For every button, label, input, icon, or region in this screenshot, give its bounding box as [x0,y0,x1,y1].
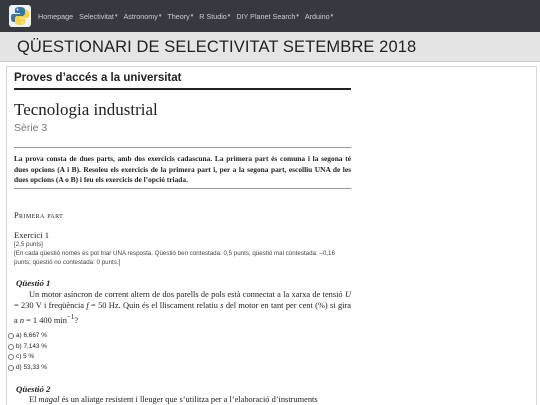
page-title-bar [0,32,540,62]
nav-rstudio-dropdown[interactable] [199,12,230,21]
nav-label: Theory [167,11,190,21]
answer-option-c[interactable] [8,353,34,360]
python-logo-icon[interactable] [9,5,31,27]
exercise-title: Exercici 1 [14,230,50,240]
nav-label: Selectivitat [79,11,114,21]
nav-diy-planet-search-dropdown[interactable] [236,12,299,21]
nav-astronomy-dropdown[interactable] [123,12,161,21]
caret-down-icon: ▾ [190,13,194,19]
exam-card [6,66,537,405]
nav-label: Astronomy [123,11,158,21]
option-label: d) 53,33 % [16,364,47,371]
part-title: Primera part [14,211,64,220]
answer-option-b[interactable] [8,343,47,350]
question-2-body: El magal és un aliatge resistent i lleuger que s’utilitza per a l’elaboració d’instruments [29,395,318,404]
radio-button[interactable] [8,365,14,371]
option-label: b) 7,143 % [16,343,47,350]
radio-button[interactable] [8,333,14,339]
radio-button[interactable] [8,354,14,360]
nav-label: DIY Planet Search [236,11,296,21]
caret-down-icon: ▾ [227,13,231,19]
top-navbar [0,0,540,32]
question-1-body: Un motor asíncron de corrent altern de dos parells de pols està connectat a la xarxa de tensió U = 230 V i freqüència f = 50 Hz. Quin és el lliscament relatiu s del motor en tant per cent (%) si gira a n = 1 400 $\min^{-1}$? [14,290,351,325]
instructions-text: [En cada qüestió només és pot triar UNA resposta. Qüestió ben contestada: 0,5 punts; qüestió mal contestada: –0,16 punts; qüestió no contestada: 0 punts.] [14,250,335,266]
divider [14,188,351,189]
divider [14,147,351,148]
radio-button[interactable] [8,344,14,350]
question-1-title: Qüestió 1 [16,278,51,288]
caret-down-icon: ▾ [158,13,162,19]
answer-option-a[interactable] [8,332,47,339]
nav-label: R Studio [199,11,227,21]
nav-homepage[interactable] [38,12,73,21]
points-label: [2,5 punts] [14,241,43,248]
nav-selectivitat-dropdown[interactable] [79,12,117,21]
option-label: a) 6,667 % [16,332,47,339]
header-divider [14,88,351,90]
caret-down-icon: ▾ [114,13,118,19]
answer-option-d[interactable] [8,364,47,371]
nav-arduino-dropdown[interactable] [305,12,333,21]
subject-title: Tecnologia industrial [14,100,158,119]
exam-header: Proves d’accés a la universitat [14,72,182,84]
question-2-title: Qüestió 2 [16,384,51,394]
main-content [0,63,540,405]
option-label: c) 5 % [16,353,35,360]
series-label: Sèrie 3 [14,122,48,134]
caret-down-icon: ▾ [296,13,299,19]
nav-label: Homepage [38,11,74,21]
nav-theory-dropdown[interactable] [167,12,193,21]
exam-intro: La prova consta de dues parts, amb dos exercicis cadascuna. La primera part és comuna i la segona té dues opcions (A i B). Resoleu els exercicis de la primera part i, per a la segona part, escolliu UNA de les dues opcions (A o B) i feu els exercicis de l’opció triada. [14,154,351,184]
nav-label: Arduino [304,11,330,21]
caret-down-icon: ▾ [330,13,334,19]
page-title: QÜESTIONARI DE SELECTIVITAT SETEMBRE 2018 [17,38,417,56]
